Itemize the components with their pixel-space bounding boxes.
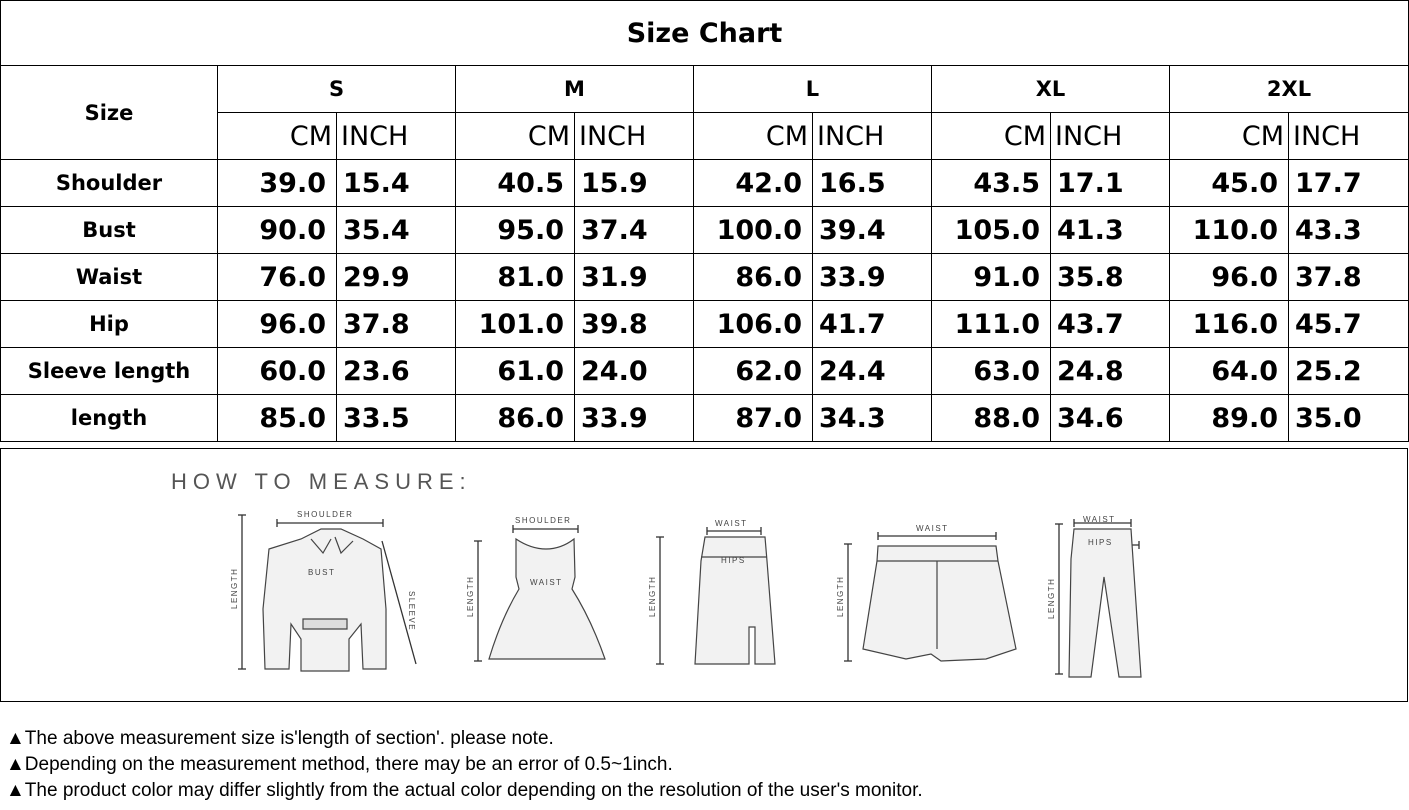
cm-value-cell: 90.0: [218, 207, 337, 254]
cm-value-cell: 60.0: [218, 348, 337, 395]
inch-value-cell: 35.4: [337, 207, 456, 254]
cm-value-cell: 61.0: [456, 348, 575, 395]
cm-value-cell: 91.0: [932, 254, 1051, 301]
cm-value-cell: 45.0: [1170, 160, 1289, 207]
notes: [6, 726, 923, 804]
inch-value-cell: 41.7: [813, 301, 932, 348]
cm-value-cell: 64.0: [1170, 348, 1289, 395]
pants-waist-label: WAIST: [1083, 515, 1116, 524]
inch-value-cell: 33.5: [337, 395, 456, 442]
cm-value-cell: 96.0: [218, 301, 337, 348]
row-label: Sleeve length: [1, 348, 218, 395]
table-row: [1, 254, 1409, 301]
inch-value-cell: 23.6: [337, 348, 456, 395]
size-header-s: S: [218, 66, 456, 113]
row-label: Waist: [1, 254, 218, 301]
inch-value-cell: 39.8: [575, 301, 694, 348]
inch-value-cell: 17.7: [1289, 160, 1409, 207]
cm-value-cell: 96.0: [1170, 254, 1289, 301]
note-2: ▲Depending on the measurement method, there may be an error of 0.5~1inch.: [6, 754, 673, 775]
table-row: [1, 395, 1409, 442]
how-to-measure-title: HOW TO MEASURE:: [171, 469, 472, 494]
inch-value-cell: 34.3: [813, 395, 932, 442]
cm-value-cell: 76.0: [218, 254, 337, 301]
shorts-illustration: [863, 546, 1016, 661]
row-label: length: [1, 395, 218, 442]
inch-value-cell: 37.8: [1289, 254, 1409, 301]
cm-value-cell: 89.0: [1170, 395, 1289, 442]
cm-value-cell: 85.0: [218, 395, 337, 442]
inch-value-cell: 29.9: [337, 254, 456, 301]
unit-cm-header: CM: [694, 113, 813, 160]
cm-value-cell: 105.0: [932, 207, 1051, 254]
unit-cm-header: CM: [1170, 113, 1289, 160]
skirt-waist-label: WAIST: [715, 519, 748, 528]
inch-value-cell: 17.1: [1051, 160, 1170, 207]
table-row: [1, 207, 1409, 254]
unit-cm-header: CM: [218, 113, 337, 160]
size-header-label: Size: [1, 66, 218, 160]
cm-value-cell: 116.0: [1170, 301, 1289, 348]
inch-value-cell: 15.9: [575, 160, 694, 207]
inch-value-cell: 41.3: [1051, 207, 1170, 254]
cm-value-cell: 87.0: [694, 395, 813, 442]
inch-value-cell: 35.0: [1289, 395, 1409, 442]
inch-value-cell: 15.4: [337, 160, 456, 207]
inch-value-cell: 31.9: [575, 254, 694, 301]
row-label: Hip: [1, 301, 218, 348]
cm-value-cell: 81.0: [456, 254, 575, 301]
unit-cm-header: CM: [456, 113, 575, 160]
inch-value-cell: 34.6: [1051, 395, 1170, 442]
inch-value-cell: 37.8: [337, 301, 456, 348]
unit-inch-header: INCH: [337, 113, 456, 160]
shorts-length-label: LENGTH: [836, 575, 845, 617]
inch-value-cell: 16.5: [813, 160, 932, 207]
inch-value-cell: 33.9: [575, 395, 694, 442]
table-row: [1, 160, 1409, 207]
cm-value-cell: 95.0: [456, 207, 575, 254]
cm-value-cell: 39.0: [218, 160, 337, 207]
jacket-sleeve-label: SLEEVE: [407, 591, 416, 632]
garment-shapes: [263, 529, 1141, 677]
dress-waist-label: WAIST: [530, 578, 563, 587]
inch-value-cell: 43.3: [1289, 207, 1409, 254]
unit-inch-header: INCH: [575, 113, 694, 160]
inch-value-cell: 45.7: [1289, 301, 1409, 348]
inch-value-cell: 43.7: [1051, 301, 1170, 348]
note-1: ▲The above measurement size is'length of section'. please note.: [6, 728, 554, 749]
unit-inch-header: INCH: [1289, 113, 1409, 160]
jacket-length-label: LENGTH: [230, 567, 239, 609]
jacket-shoulder-label: SHOULDER: [297, 510, 354, 519]
cm-value-cell: 63.0: [932, 348, 1051, 395]
garment-illustrations: [1, 449, 1407, 701]
unit-inch-header: INCH: [1051, 113, 1170, 160]
table-row: [1, 348, 1409, 395]
inch-value-cell: 25.2: [1289, 348, 1409, 395]
skirt-hips-label: HIPS: [721, 556, 746, 565]
size-header-xl: XL: [932, 66, 1170, 113]
chart-title: Size Chart: [1, 1, 1409, 66]
pants-illustration: [1069, 529, 1141, 677]
inch-value-cell: 37.4: [575, 207, 694, 254]
cm-value-cell: 62.0: [694, 348, 813, 395]
cm-value-cell: 101.0: [456, 301, 575, 348]
inch-value-cell: 24.4: [813, 348, 932, 395]
cm-value-cell: 100.0: [694, 207, 813, 254]
cm-value-cell: 106.0: [694, 301, 813, 348]
row-label: Shoulder: [1, 160, 218, 207]
dress-shoulder-label: SHOULDER: [515, 516, 572, 525]
note-3: ▲The product color may differ slightly from the actual color depending on the resolution of the user's monitor.: [6, 780, 923, 801]
cm-value-cell: 88.0: [932, 395, 1051, 442]
unit-cm-header: CM: [932, 113, 1051, 160]
pants-hips-label: HIPS: [1088, 538, 1113, 547]
skirt-length-label: LENGTH: [648, 575, 657, 617]
cm-value-cell: 40.5: [456, 160, 575, 207]
inch-value-cell: 35.8: [1051, 254, 1170, 301]
size-header-2xl: 2XL: [1170, 66, 1409, 113]
cm-value-cell: 42.0: [694, 160, 813, 207]
size-header-l: L: [694, 66, 932, 113]
cm-value-cell: 86.0: [456, 395, 575, 442]
cm-value-cell: 110.0: [1170, 207, 1289, 254]
size-header-m: M: [456, 66, 694, 113]
inch-value-cell: 24.8: [1051, 348, 1170, 395]
dress-illustration: [489, 539, 605, 659]
how-to-measure-panel: [0, 448, 1408, 702]
cm-value-cell: 86.0: [694, 254, 813, 301]
shorts-waist-label: WAIST: [916, 524, 949, 533]
pants-length-label: LENGTH: [1047, 577, 1056, 619]
inch-value-cell: 24.0: [575, 348, 694, 395]
unit-inch-header: INCH: [813, 113, 932, 160]
cm-value-cell: 43.5: [932, 160, 1051, 207]
jacket-bust-label: BUST: [308, 568, 336, 577]
cm-value-cell: 111.0: [932, 301, 1051, 348]
table-row: [1, 301, 1409, 348]
dress-length-label: LENGTH: [466, 575, 475, 617]
inch-value-cell: 39.4: [813, 207, 932, 254]
inch-value-cell: 33.9: [813, 254, 932, 301]
row-label: Bust: [1, 207, 218, 254]
